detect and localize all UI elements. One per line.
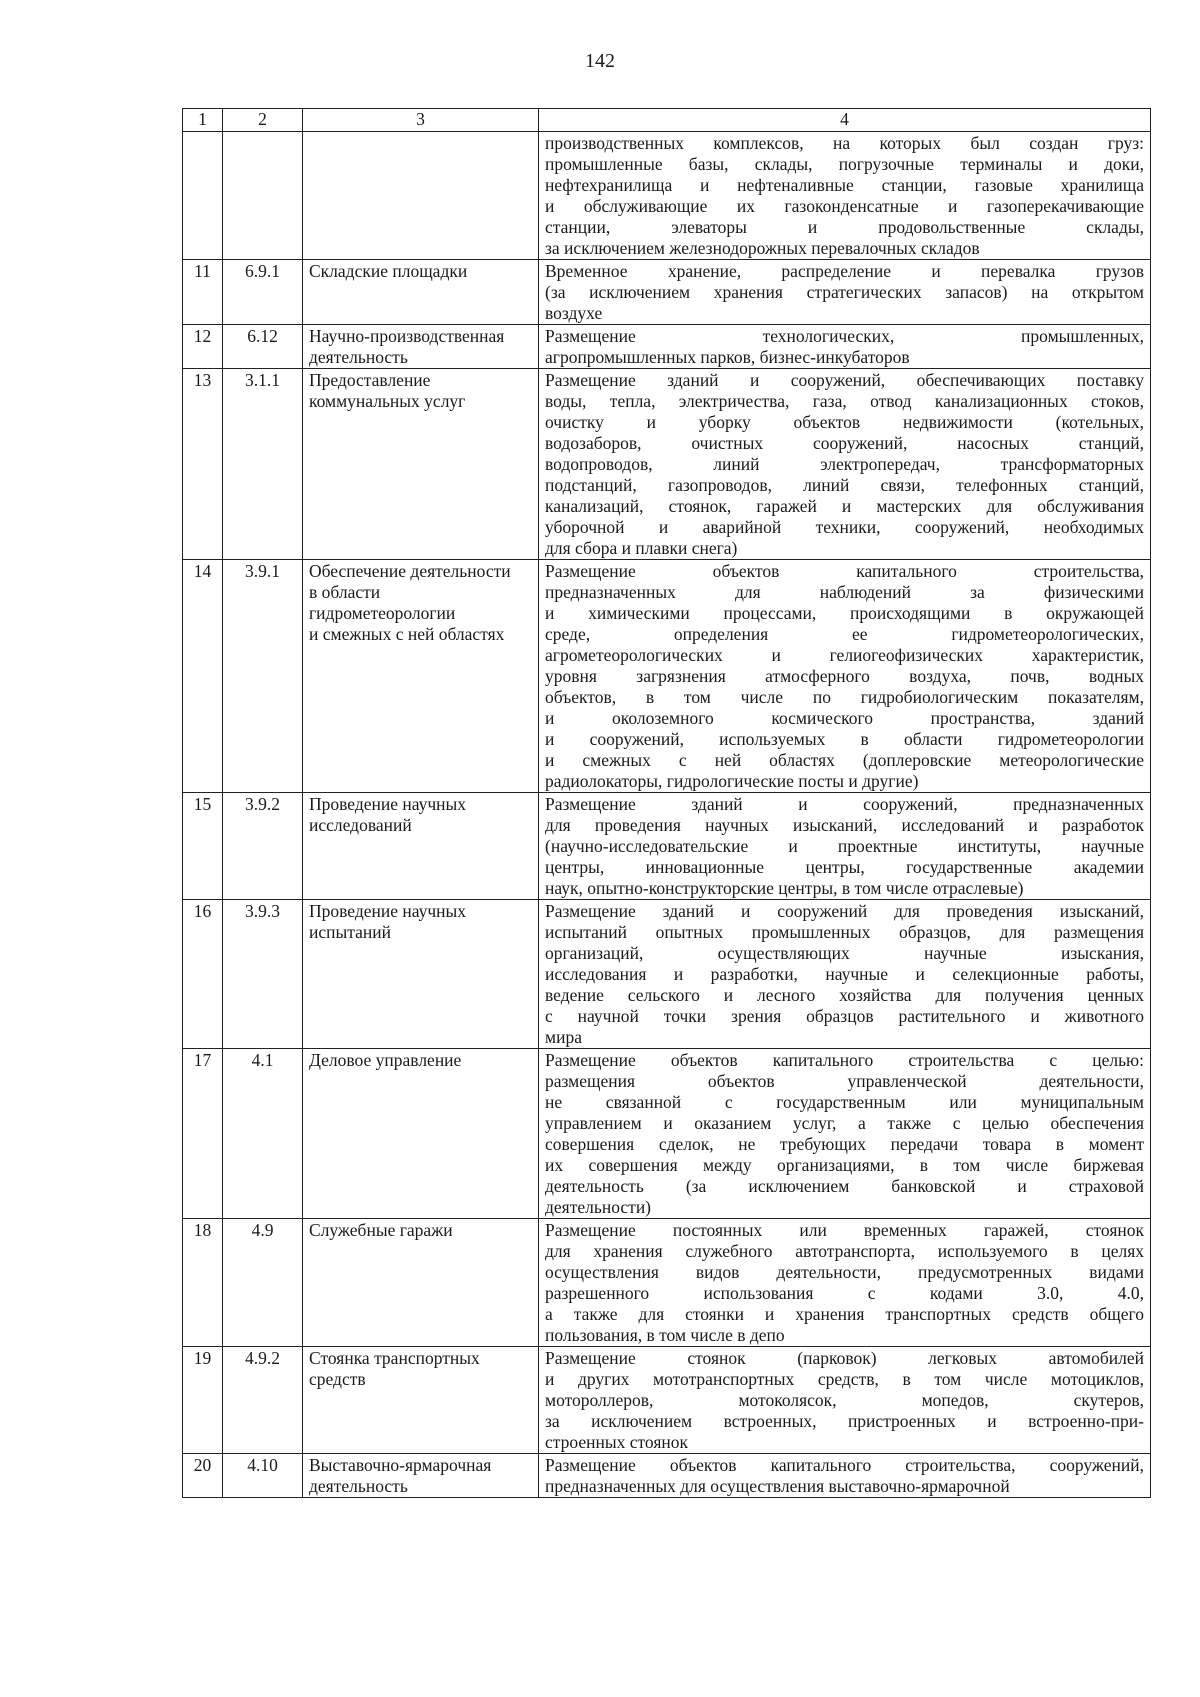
use-code: 3.9.1 bbox=[223, 560, 303, 793]
header-col-2: 2 bbox=[223, 109, 303, 132]
use-code: 4.1 bbox=[223, 1049, 303, 1219]
use-name bbox=[303, 793, 539, 900]
use-description bbox=[539, 900, 1151, 1049]
description-line: наук, опытно-конструкторские центры, в том числе отраслевые) bbox=[545, 878, 1024, 898]
description-line: не связанной с государственным или муниципальным bbox=[545, 1092, 1144, 1112]
use-description bbox=[539, 1347, 1151, 1454]
row-number: 12 bbox=[183, 325, 223, 369]
description-line: мотороллеров, мотоколясок, мопедов, скутеров, bbox=[545, 1390, 1144, 1410]
description-line: организаций, осуществляющих научные изыскания, bbox=[545, 943, 1144, 963]
description-line: с научной точки зрения образцов растительного и животного bbox=[545, 1006, 1144, 1026]
use-name-line: гидрометеорологии bbox=[309, 603, 456, 623]
use-name bbox=[303, 560, 539, 793]
use-description bbox=[539, 369, 1151, 560]
row-number: 13 bbox=[183, 369, 223, 560]
use-name-line: средств bbox=[309, 1369, 366, 1389]
description-line: а также для стоянки и хранения транспортных средств общего bbox=[545, 1304, 1144, 1324]
use-code bbox=[223, 132, 303, 260]
table-row bbox=[183, 793, 1151, 900]
description-line: Размещение объектов капитального строительства с целью: bbox=[545, 1050, 1144, 1070]
use-name-line: Предоставление bbox=[309, 370, 431, 390]
use-name-line: Выставочно-ярмарочная bbox=[309, 1455, 492, 1475]
use-code: 4.9 bbox=[223, 1219, 303, 1347]
description-line: уборочной и аварийной техники, сооружений, необходимых bbox=[545, 517, 1144, 537]
description-line: объектов, в том числе по гидробиологическим показателям, bbox=[545, 687, 1144, 707]
description-line: размещения объектов управленческой деятельности, bbox=[545, 1071, 1144, 1091]
use-code: 3.9.3 bbox=[223, 900, 303, 1049]
use-code: 3.1.1 bbox=[223, 369, 303, 560]
use-name bbox=[303, 1049, 539, 1219]
header-col-3: 3 bbox=[303, 109, 539, 132]
description-line: агрометеорологических и гелиогеофизических характеристик, bbox=[545, 645, 1144, 665]
table-row bbox=[183, 1347, 1151, 1454]
use-code: 4.10 bbox=[223, 1454, 303, 1498]
use-name bbox=[303, 1347, 539, 1454]
row-number: 16 bbox=[183, 900, 223, 1049]
description-line: уровня загрязнения атмосферного воздуха, почв, водных bbox=[545, 666, 1144, 686]
use-name-line: Проведение научных bbox=[309, 794, 467, 814]
use-name bbox=[303, 260, 539, 325]
header-row bbox=[183, 109, 1151, 132]
use-name-line: Складские площадки bbox=[309, 261, 468, 281]
row-number: 20 bbox=[183, 1454, 223, 1498]
row-number: 14 bbox=[183, 560, 223, 793]
row-number: 15 bbox=[183, 793, 223, 900]
use-name-line: испытаний bbox=[309, 922, 391, 942]
use-code: 6.9.1 bbox=[223, 260, 303, 325]
row-number bbox=[183, 132, 223, 260]
use-name-line: Деловое управление bbox=[309, 1050, 462, 1070]
description-line: Размещение объектов капитального строительства, bbox=[545, 561, 1144, 581]
description-line: водопроводов, линий электропередач, трансформаторных bbox=[545, 454, 1144, 474]
use-name bbox=[303, 900, 539, 1049]
use-name bbox=[303, 1454, 539, 1498]
description-line: подстанций, газопроводов, линий связи, телефонных станций, bbox=[545, 475, 1144, 495]
description-line: Размещение зданий и сооружений, предназначенных bbox=[545, 794, 1144, 814]
row-number: 18 bbox=[183, 1219, 223, 1347]
table-row bbox=[183, 369, 1151, 560]
description-line: осуществления видов деятельности, предусмотренных видами bbox=[545, 1262, 1144, 1282]
description-line: и химическими процессами, происходящими в окружающей bbox=[545, 603, 1144, 623]
description-line: воды, тепла, электричества, газа, отвод канализационных стоков, bbox=[545, 391, 1144, 411]
description-line: промышленные базы, склады, погрузочные терминалы и доки, bbox=[545, 154, 1144, 174]
description-line: воздухе bbox=[545, 303, 603, 323]
header-col-1: 1 bbox=[183, 109, 223, 132]
description-line: пользования, в том числе в депо bbox=[545, 1325, 785, 1345]
table-row bbox=[183, 1219, 1151, 1347]
row-number: 19 bbox=[183, 1347, 223, 1454]
description-line: нефтехранилища и нефтеналивные станции, газовые хранилища bbox=[545, 175, 1144, 195]
header-col-4: 4 bbox=[539, 109, 1151, 132]
description-line: совершения сделок, не требующих передачи товара в момент bbox=[545, 1134, 1144, 1154]
use-description bbox=[539, 260, 1151, 325]
description-line: для хранения служебного автотранспорта, используемого в целях bbox=[545, 1241, 1144, 1261]
table-row bbox=[183, 1454, 1151, 1498]
use-name-line: деятельность bbox=[309, 347, 408, 367]
description-line: Размещение постоянных или временных гаражей, стоянок bbox=[545, 1220, 1144, 1240]
use-code: 6.12 bbox=[223, 325, 303, 369]
description-line: и сооружений, используемых в области гидрометеорологии bbox=[545, 729, 1144, 749]
use-description bbox=[539, 560, 1151, 793]
table-row bbox=[183, 560, 1151, 793]
description-line: предназначенных для наблюдений за физическими bbox=[545, 582, 1144, 602]
use-name bbox=[303, 132, 539, 260]
description-line: (научно-исследовательские и проектные институты, научные bbox=[545, 836, 1144, 856]
description-line: агропромышленных парков, бизнес-инкубаторов bbox=[545, 347, 910, 367]
description-line: производственных комплексов, на которых был создан груз: bbox=[545, 133, 1144, 153]
description-line: ведение сельского и лесного хозяйства для получения ценных bbox=[545, 985, 1144, 1005]
description-line: мира bbox=[545, 1027, 582, 1047]
description-line: управлением и оказанием услуг, а также с целью обеспечения bbox=[545, 1113, 1144, 1133]
description-line: станции, элеваторы и продовольственные склады, bbox=[545, 217, 1144, 237]
description-line: исследования и разработки, научные и селекционные работы, bbox=[545, 964, 1144, 984]
description-line: предназначенных для осуществления выставочно-ярмарочной bbox=[545, 1476, 1010, 1496]
use-name-line: и смежных с ней областях bbox=[309, 624, 505, 644]
description-line: очистку и уборку объектов недвижимости (котельных, bbox=[545, 412, 1144, 432]
use-name bbox=[303, 369, 539, 560]
description-line: радиолокаторы, гидрологические посты и другие) bbox=[545, 771, 919, 791]
description-line: и околоземного космического пространства, зданий bbox=[545, 708, 1144, 728]
use-description bbox=[539, 1454, 1151, 1498]
table-row bbox=[183, 260, 1151, 325]
description-line: Размещение зданий и сооружений для проведения изысканий, bbox=[545, 901, 1144, 921]
table-row bbox=[183, 1049, 1151, 1219]
row-number: 17 bbox=[183, 1049, 223, 1219]
use-name-line: деятельность bbox=[309, 1476, 408, 1496]
description-line: Временное хранение, распределение и перевалка грузов bbox=[545, 261, 1144, 281]
description-line: за исключением железнодорожных перевалочных складов bbox=[545, 238, 980, 258]
use-name-line: в области bbox=[309, 582, 381, 602]
description-line: и других мототранспортных средств, в том числе мотоциклов, bbox=[545, 1369, 1144, 1389]
land-use-table bbox=[182, 108, 1151, 1498]
description-line: и обслуживающие их газоконденсатные и газоперекачивающие bbox=[545, 196, 1144, 216]
use-name bbox=[303, 325, 539, 369]
description-line: и смежных с ней областях (доплеровские метеорологические bbox=[545, 750, 1144, 770]
use-description bbox=[539, 1219, 1151, 1347]
description-line: для проведения научных изысканий, исследований и разработок bbox=[545, 815, 1144, 835]
description-line: строенных стоянок bbox=[545, 1432, 688, 1452]
use-name-line: коммунальных услуг bbox=[309, 391, 466, 411]
table-row bbox=[183, 132, 1151, 260]
use-description bbox=[539, 132, 1151, 260]
table-row bbox=[183, 900, 1151, 1049]
description-line: среде, определения ее гидрометеорологических, bbox=[545, 624, 1144, 644]
description-line: испытаний опытных промышленных образцов, для размещения bbox=[545, 922, 1144, 942]
use-name-line: исследований bbox=[309, 815, 412, 835]
use-name-line: Обеспечение деятельности bbox=[309, 561, 511, 581]
use-description bbox=[539, 1049, 1151, 1219]
use-code: 4.9.2 bbox=[223, 1347, 303, 1454]
description-line: деятельности) bbox=[545, 1197, 652, 1217]
use-name-line: Проведение научных bbox=[309, 901, 467, 921]
table-row bbox=[183, 325, 1151, 369]
description-line: канализаций, стоянок, гаражей и мастерских для обслуживания bbox=[545, 496, 1144, 516]
description-line: (за исключением хранения стратегических запасов) на открытом bbox=[545, 282, 1144, 302]
row-number: 11 bbox=[183, 260, 223, 325]
description-line: Размещение технологических, промышленных, bbox=[545, 326, 1144, 346]
use-name-line: Научно-производственная bbox=[309, 326, 505, 346]
description-line: их совершения между организациями, в том числе биржевая bbox=[545, 1155, 1144, 1175]
use-name-line: Стоянка транспортных bbox=[309, 1348, 480, 1368]
description-line: Размещение зданий и сооружений, обеспечивающих поставку bbox=[545, 370, 1144, 390]
description-line: разрешенного использования с кодами 3.0, 4.0, bbox=[545, 1283, 1144, 1303]
page-number: 142 bbox=[585, 50, 615, 72]
use-code: 3.9.2 bbox=[223, 793, 303, 900]
description-line: водозаборов, очистных сооружений, насосных станций, bbox=[545, 433, 1144, 453]
use-description bbox=[539, 793, 1151, 900]
description-line: Размещение объектов капитального строительства, сооружений, bbox=[545, 1455, 1144, 1475]
description-line: деятельность (за исключением банковской и страховой bbox=[545, 1176, 1144, 1196]
use-description bbox=[539, 325, 1151, 369]
description-line: Размещение стоянок (парковок) легковых автомобилей bbox=[545, 1348, 1144, 1368]
description-line: за исключением встроенных, пристроенных и встроенно-при- bbox=[545, 1411, 1144, 1431]
description-line: для сбора и плавки снега) bbox=[545, 538, 738, 558]
use-name bbox=[303, 1219, 539, 1347]
description-line: центры, инновационные центры, государственные академии bbox=[545, 857, 1144, 877]
use-name-line: Служебные гаражи bbox=[309, 1220, 453, 1240]
